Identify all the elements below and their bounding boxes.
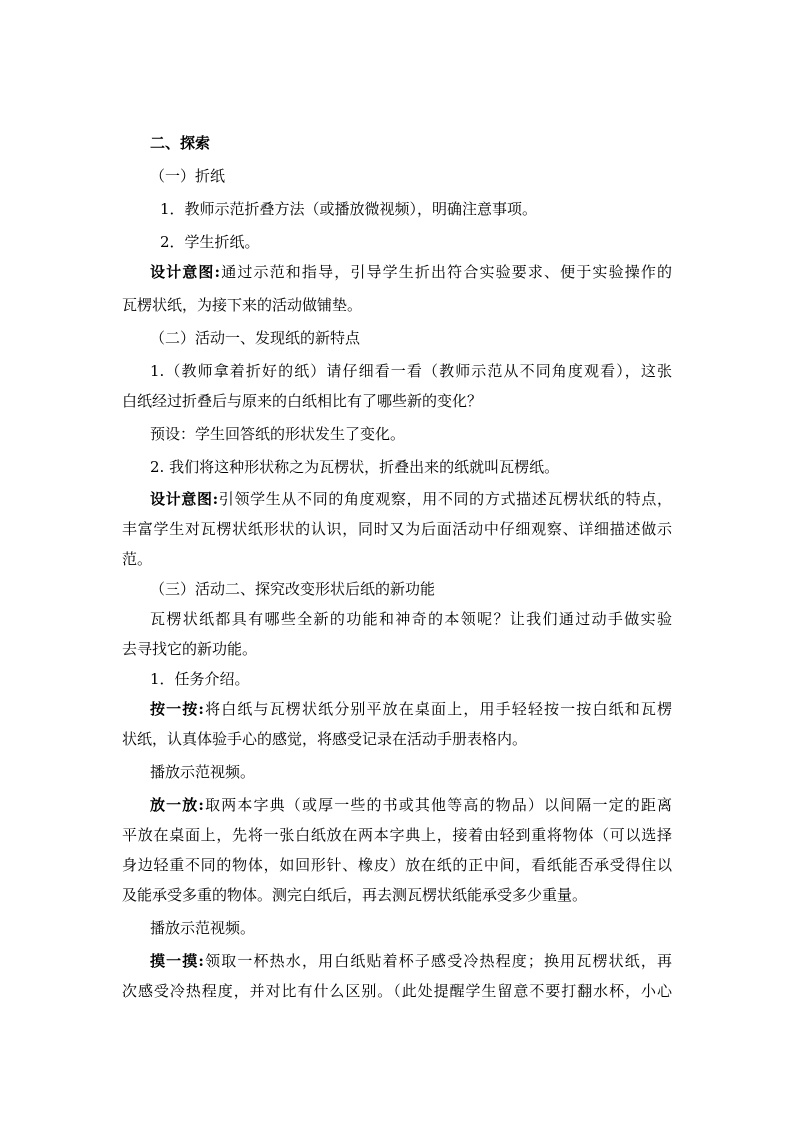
paragraph-line: 播放示范视频。 — [150, 763, 256, 781]
paragraph-line — [150, 262, 672, 282]
paragraph-line: 1．任务介绍。 — [150, 670, 250, 688]
paragraph-line: 白纸经过折叠后与原来的白纸相比有了哪些新的变化？ — [122, 392, 483, 410]
paragraph-line — [150, 795, 672, 815]
paragraph-line: 平放在桌面上，先将一张白纸放在两本字典上，接着由轻到重将物体（可以选择 — [122, 826, 672, 844]
paragraph-line: 2．学生折纸。 — [160, 233, 260, 251]
paragraph-line: 及能承受多重的物体。测完白纸后，再去测瓦楞状纸能承受多少重量。 — [122, 886, 588, 904]
paragraph-text: 领取一杯热水，用白纸贴着杯子感受冷热程度；换用瓦楞状纸，再 — [203, 952, 672, 970]
subsection-heading: （二）活动一、发现纸的新特点 — [150, 329, 361, 347]
paragraph-line: 次感受冷热程度，并对比有什么区别。（此处提醒学生留意不要打翻水杯，小心 — [122, 982, 672, 1000]
subsection-heading: （一）折纸 — [150, 167, 226, 185]
paragraph-line: 瓦楞状纸，为接下来的活动做铺垫。 — [122, 296, 363, 314]
paragraph-text: 取两本字典（或厚一些的书或其他等高的物品）以间隔一定的距离 — [203, 796, 672, 814]
press-label: 按一按: — [150, 700, 204, 718]
touch-label: 摸一摸: — [150, 952, 204, 970]
design-intent-label: 设计意图: — [150, 490, 219, 508]
paragraph-line: 状纸，认真体验手心的感觉，将感受记录在活动手册表格内。 — [122, 730, 528, 748]
paragraph-line — [150, 489, 672, 509]
paragraph-text: 引领学生从不同的角度观察，用不同的方式描述瓦楞状纸的特点， — [218, 490, 672, 508]
paragraph-line: 播放示范视频。 — [150, 919, 256, 937]
section-heading: 二、探索 — [150, 134, 211, 152]
paragraph-line: 身边轻重不同的物体，如回形针、橡皮）放在纸的正中间，看纸能否承受得住以 — [122, 856, 672, 874]
paragraph-line: 2. 我们将这种形状称之为瓦楞状，折叠出来的纸就叫瓦楞纸。 — [150, 458, 560, 476]
paragraph-line — [150, 699, 672, 719]
paragraph-line: 瓦楞状纸都具有哪些全新的功能和神奇的本领呢？让我们通过动手做实验 — [150, 610, 672, 628]
paragraph-line: 1．教师示范折叠方法（或播放微视频），明确注意事项。 — [160, 200, 538, 218]
paragraph-line: 去寻找它的新功能。 — [122, 640, 258, 658]
paragraph-line: 1.（教师拿着折好的纸）请仔细看一看（教师示范从不同角度观看），这张 — [150, 362, 672, 380]
subsection-heading: （三）活动二、探究改变形状后纸的新功能 — [150, 580, 436, 598]
paragraph-line — [150, 951, 672, 971]
paragraph-line: 预设：学生回答纸的形状发生了变化。 — [150, 425, 406, 443]
design-intent-label: 设计意图: — [150, 263, 221, 281]
paragraph-text: 通过示范和指导，引导学生折出符合实验要求、便于实验操作的 — [220, 263, 672, 281]
paragraph-text: 将白纸与瓦楞状纸分别平放在桌面上，用手轻轻按一按白纸和瓦楞 — [203, 700, 672, 718]
paragraph-line: 范。 — [122, 550, 153, 568]
paragraph-line: 丰富学生对瓦楞状纸形状的认识，同时又为后面活动中仔细观察、详细描述做示 — [122, 520, 672, 538]
place-label: 放一放: — [150, 796, 204, 814]
